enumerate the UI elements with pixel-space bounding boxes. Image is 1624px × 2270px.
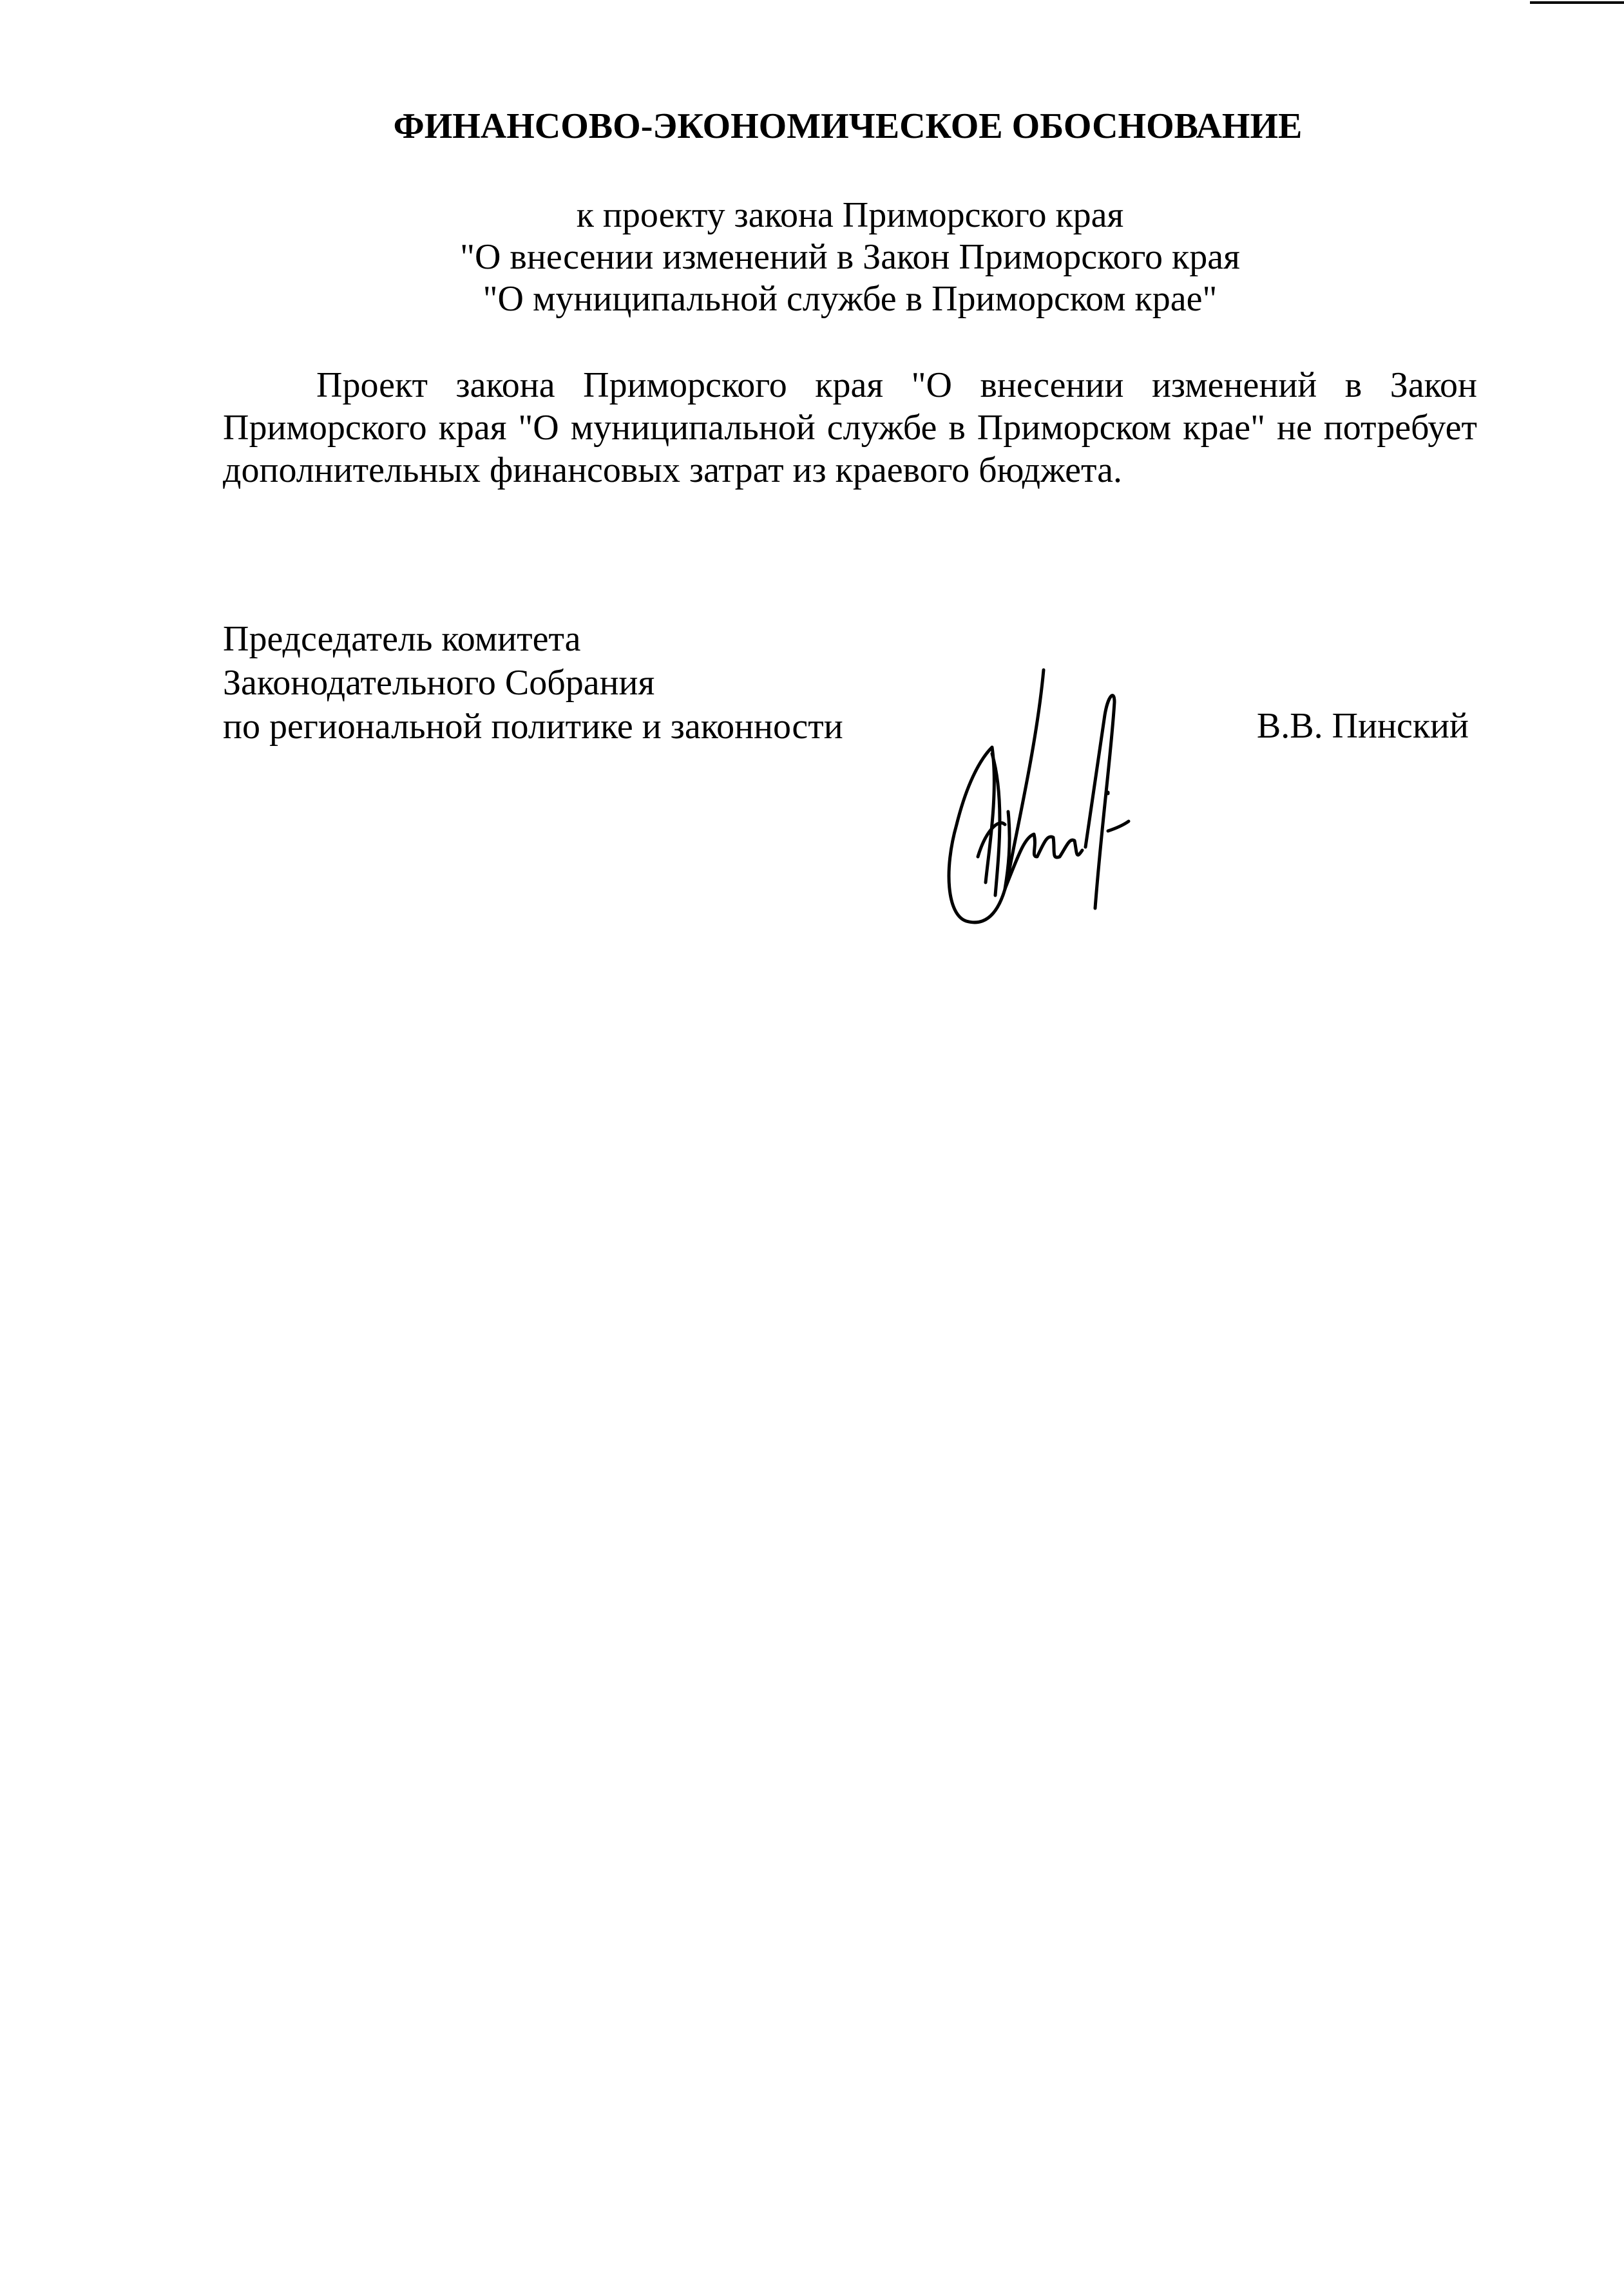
position-line: Председатель комитета [223,619,581,659]
signature-stroke [1108,821,1129,831]
document-subtitle [223,195,1477,320]
position-line: по региональной политике и законности [223,707,843,747]
subtitle-line: "О муниципальной службе в Приморском крае" [482,279,1218,319]
signature-stroke [1005,812,1082,889]
subtitle-line: "О внесении изменений в Закон Приморского края [460,237,1240,277]
signatory-position [223,617,843,749]
signatory-name: В.В. Пинский [1256,706,1469,746]
document-title: ФИНАНСОВО-ЭКОНОМИЧЕСКОЕ ОБОСНОВАНИЕ [393,106,1303,146]
position-line: Законодательного Собрания [223,663,655,703]
body-paragraph: Проект закона Приморского края "О внесении изменений в Закон Приморского края "О муниципальной службе в Приморском крае" не потребует дополнительных финансовых затрат из краевого бюджета. [223,365,1477,490]
subtitle-line: к проекту закона Приморского края [576,195,1124,235]
signature-stroke [1085,696,1114,908]
handwritten-signature [928,663,1205,928]
top-scan-rule [1530,1,1624,4]
